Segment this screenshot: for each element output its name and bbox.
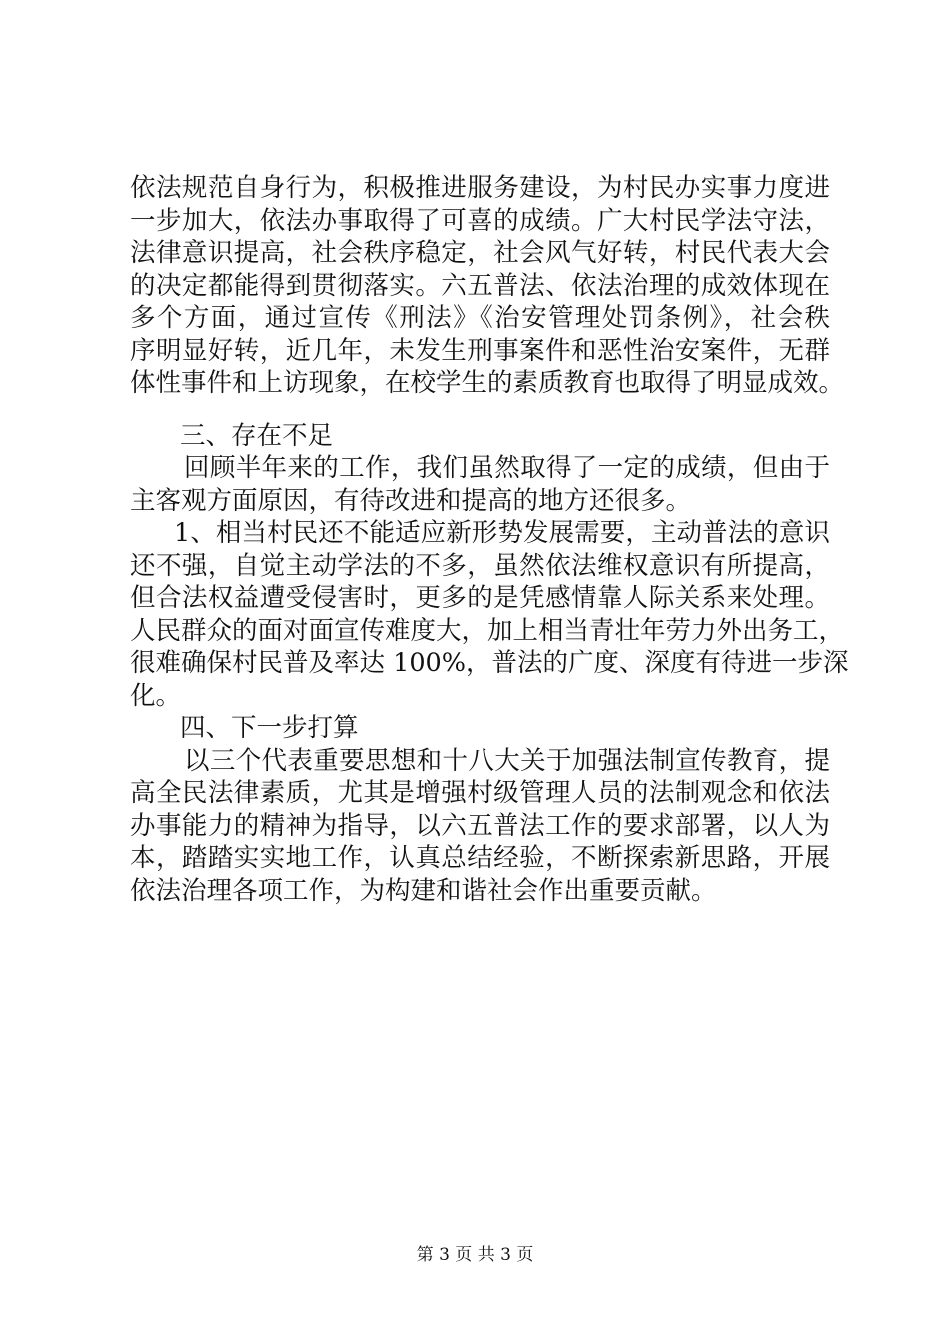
page-footer: 第 3 页 共 3 页 [416,1245,534,1265]
text-line: 1、相当村民还不能适应新形势发展需要，主动普法的意识 [174,518,830,548]
text-line: 的决定都能得到贯彻落实。六五普法、依法治理的成效体现在 [130,270,830,301]
text-line: 还不强，自觉主动学法的不多，虽然依法维权意识有所提高， [130,550,830,581]
section-heading-next-steps: 四、下一步打算 [180,713,359,743]
paragraph-review [130,452,830,517]
text-line: 很难确保村民普及率达 100%，普法的广度、深度有待进一步深 [130,648,849,678]
text-line: 化。 [130,680,182,711]
section-heading-shortcomings: 三、存在不足 [180,420,334,451]
text-line: 人民群众的面对面宣传难度大，加上相当青壮年劳力外出务工， [130,615,845,646]
text-line: 依法规范自身行为，积极推进服务建设，为村民办实事力度进 [130,173,830,203]
paragraph-results [130,172,845,400]
text-line: 多个方面，通过宣传《刑法》《治安管理处罚条例》，社会秩 [130,303,830,333]
text-line: 法律意识提高，社会秩序稳定，社会风气好转，村民代表大会 [130,238,830,268]
paragraph-item-1 [130,517,849,712]
text-line: 办事能力的精神为指导，以六五普法工作的要求部署，以人为 [130,810,830,841]
document-body [130,172,849,907]
text-line: 本，踏踏实实地工作，认真总结经验，不断探索新思路，开展 [130,843,830,873]
paragraph-plan [130,745,830,908]
text-line: 序明显好转，近几年，未发生刑事案件和恶性治安案件，无群 [130,335,830,366]
text-line: 依法治理各项工作，为构建和谐社会作出重要贡献。 [130,875,717,906]
text-line: 以三个代表重要思想和十八大关于加强法制宣传教育，提 [184,745,830,776]
text-line: 高全民法律素质，尤其是增强村级管理人员的法制观念和依法 [130,778,830,808]
paragraph-gap [130,400,830,420]
text-line: 主客观方面原因，有待改进和提高的地方还很多。 [130,485,692,516]
text-line: 但合法权益遭受侵害时，更多的是凭感情靠人际关系来处理。 [130,583,830,613]
text-line: 一步加大，依法办事取得了可喜的成绩。广大村民学法守法， [130,205,830,236]
text-line: 回顾半年来的工作，我们虽然取得了一定的成绩，但由于 [184,453,830,483]
text-line: 体性事件和上访现象，在校学生的素质教育也取得了明显成效。 [130,368,845,398]
